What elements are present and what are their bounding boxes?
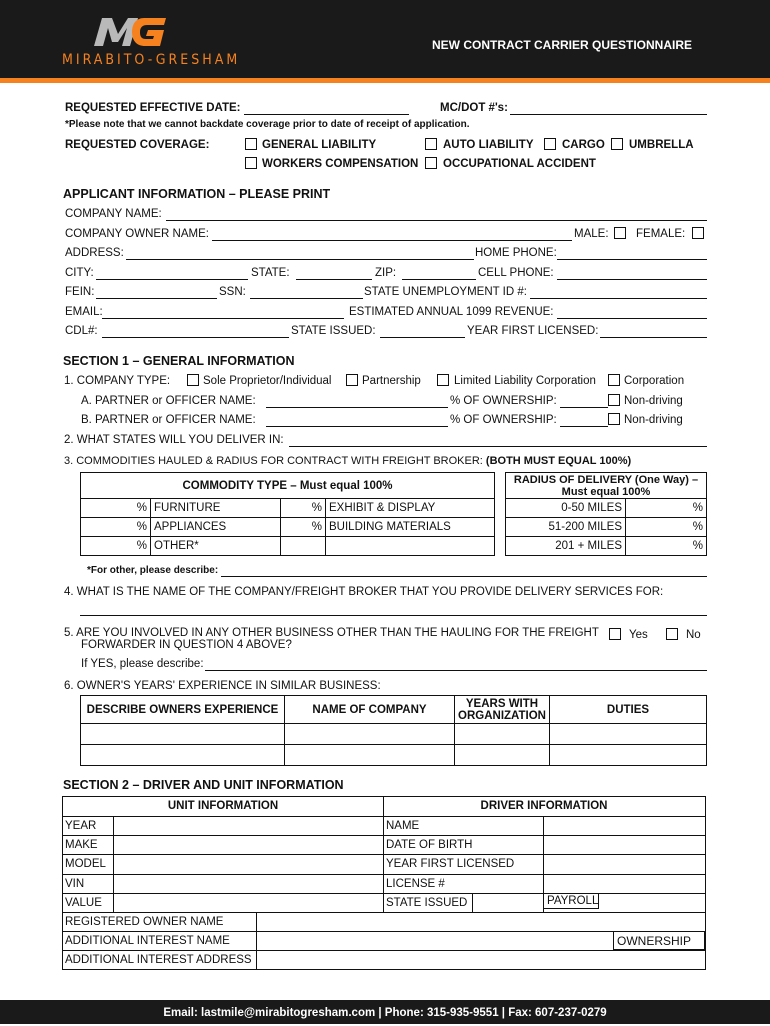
address-label: ADDRESS: [65, 247, 124, 259]
partner-a-ownership-label: % OF OWNERSHIP: [450, 395, 557, 407]
furniture-pct[interactable]: % [81, 499, 151, 518]
partner-b-nondriving-checkbox[interactable] [608, 413, 620, 425]
cdl-label: CDL#: [65, 325, 98, 337]
additional-interest-address-label: ADDITIONAL INTEREST ADDRESS [65, 954, 252, 966]
partner-a-nondriving-label: Non-driving [624, 395, 683, 407]
exp-cell[interactable] [455, 724, 550, 745]
cell-phone-field[interactable] [557, 267, 707, 280]
registered-owner-label: REGISTERED OWNER NAME [65, 916, 224, 928]
contact-footer: Email: lastmile@mirabitogresham.com | Phone: 315-935-9551 | Fax: 607-237-0279 [0, 1000, 770, 1024]
other-describe-field[interactable] [221, 564, 707, 577]
radius-header-line2: Must equal 100% [561, 485, 651, 498]
partnership-checkbox[interactable] [346, 374, 358, 386]
state-issued-field[interactable] [380, 325, 465, 338]
exp-cell[interactable] [81, 745, 285, 766]
partner-b-name-field[interactable] [266, 414, 448, 427]
unit-value-label: VALUE [65, 897, 102, 909]
home-phone-field[interactable] [557, 247, 707, 260]
general-liability-checkbox[interactable] [245, 138, 257, 150]
corporation-label: Corporation [624, 375, 685, 387]
llc-checkbox[interactable] [437, 374, 449, 386]
radius-201-plus: 201 + MILES [506, 537, 626, 556]
partner-b-ownership-field[interactable] [560, 414, 608, 427]
building-pct[interactable]: % [281, 518, 326, 537]
auto-liability-label: AUTO LIABILITY [443, 139, 534, 151]
driver-license-label: LICENSE # [386, 878, 445, 890]
exp-cell[interactable] [550, 724, 707, 745]
mcdot-label: MC/DOT #'s: [440, 102, 508, 114]
unit-info-header: UNIT INFORMATION [167, 800, 279, 812]
coverage-label: REQUESTED COVERAGE: [65, 139, 210, 151]
male-label: MALE: [574, 228, 609, 240]
state-issued-label: STATE ISSUED: [291, 325, 376, 337]
radius-header [506, 473, 707, 499]
partner-b-ownership-label: % OF OWNERSHIP: [450, 414, 557, 426]
other-describe-label: *For other, please describe: [87, 565, 219, 576]
other-pct[interactable]: % [81, 537, 151, 556]
unit-year-label: YEAR [65, 820, 97, 832]
section2-heading: SECTION 2 – DRIVER AND UNIT INFORMATION [63, 778, 344, 792]
commodity-header: COMMODITY TYPE – Must equal 100% [81, 473, 495, 499]
column-divider [472, 893, 473, 912]
row-divider [63, 835, 705, 836]
applicant-heading: APPLICANT INFORMATION – PLEASE PRINT [63, 187, 331, 201]
fein-field[interactable] [96, 286, 217, 299]
mg-logo-mark [92, 14, 168, 48]
brand-wordmark: MIRABITO-GRESHAM [62, 52, 241, 68]
q5-yes-label: Yes [629, 629, 648, 641]
state-unemployment-label: STATE UNEMPLOYMENT ID #: [364, 286, 527, 298]
revenue-field[interactable] [557, 306, 707, 319]
q4-broker-name: 4. WHAT IS THE NAME OF THE COMPANY/FREIGHT BROKER THAT YOU PROVIDE DELIVERY SERVICES FOR: [64, 586, 664, 598]
unit-vin-label: VIN [65, 878, 85, 890]
male-checkbox[interactable] [614, 227, 626, 239]
exp-header-years [455, 696, 550, 724]
cell-phone-label: CELL PHONE: [478, 267, 554, 279]
driver-dob-label: DATE OF BIRTH [386, 839, 473, 851]
exp-cell[interactable] [455, 745, 550, 766]
states-field[interactable] [289, 434, 707, 447]
mcdot-field[interactable] [510, 102, 707, 115]
company-name-label: COMPANY NAME: [65, 208, 162, 220]
cargo-label: CARGO [562, 139, 605, 151]
auto-liability-checkbox[interactable] [425, 138, 437, 150]
partner-b-nondriving-label: Non-driving [624, 414, 683, 426]
column-divider [383, 797, 384, 913]
row-divider [63, 874, 705, 875]
q3-note: (BOTH MUST EQUAL 100%) [485, 455, 632, 467]
q5-no-label: No [686, 629, 701, 641]
fein-label: FEIN: [65, 286, 95, 298]
row-divider [63, 816, 705, 817]
partner-b-label: B. PARTNER or OFFICER NAME: [81, 414, 256, 426]
owner-name-label: COMPANY OWNER NAME: [65, 228, 209, 240]
broker-name-field[interactable] [80, 603, 707, 616]
home-phone-label: HOME PHONE: [475, 247, 557, 259]
backdate-note: *Please note that we cannot backdate coverage prior to date of receipt of application. [65, 119, 470, 130]
exp-cell[interactable] [550, 745, 707, 766]
partner-a-name-field[interactable] [266, 395, 448, 408]
cdl-field[interactable] [102, 325, 289, 338]
sole-proprietor-label: Sole Proprietor/Individual [203, 375, 332, 387]
driver-name-label: NAME [386, 820, 420, 832]
workers-comp-checkbox[interactable] [245, 157, 257, 169]
empty-cell [326, 537, 495, 556]
empty-cell [281, 537, 326, 556]
row-divider [63, 931, 705, 932]
owner-name-field[interactable] [212, 228, 572, 241]
row-divider [63, 893, 705, 894]
exhibit-pct[interactable]: % [281, 499, 326, 518]
driver-state-issued-label: STATE ISSUED [386, 897, 468, 909]
partner-a-ownership-field[interactable] [560, 395, 608, 408]
address-field[interactable] [126, 247, 474, 260]
if-yes-label: If YES, please describe: [81, 658, 204, 670]
year-licensed-label: YEAR FIRST LICENSED: [467, 325, 599, 337]
exp-cell[interactable] [81, 724, 285, 745]
commodity-other: OTHER* [151, 537, 281, 556]
commodity-appliances: APPLIANCES [151, 518, 281, 537]
occupational-checkbox[interactable] [425, 157, 437, 169]
q5-line2: FORWARDER IN QUESTION 4 ABOVE? [81, 639, 292, 651]
q6-experience: 6. OWNER'S YEARS' EXPERIENCE IN SIMILAR BUSINESS: [64, 680, 381, 692]
column-divider [256, 912, 257, 969]
radius-201-plus-pct[interactable]: % [626, 537, 707, 556]
form-title: NEW CONTRACT CARRIER QUESTIONNAIRE [432, 38, 692, 52]
radius-51-200: 51-200 MILES [506, 518, 626, 537]
city-field[interactable] [96, 267, 248, 280]
driver-info-header: DRIVER INFORMATION [480, 800, 608, 812]
radius-0-50-pct[interactable]: % [626, 499, 707, 518]
zip-label: ZIP: [375, 267, 397, 279]
q1-company-type: 1. COMPANY TYPE: [64, 375, 171, 387]
female-label: FEMALE: [636, 228, 686, 240]
general-liability-label: GENERAL LIABILITY [262, 139, 377, 151]
state-field[interactable] [296, 267, 372, 280]
row-divider [63, 950, 705, 951]
driver-year-licensed-label: YEAR FIRST LICENSED [386, 858, 515, 870]
workers-comp-label: WORKERS COMPENSATION [262, 158, 419, 170]
driver-unit-table [62, 796, 706, 970]
if-yes-field[interactable] [205, 658, 707, 671]
state-label: STATE: [251, 267, 290, 279]
ssn-field[interactable] [250, 286, 363, 299]
cargo-checkbox[interactable] [544, 138, 556, 150]
ssn-label: SSN: [219, 286, 246, 298]
radius-header-line1: RADIUS OF DELIVERY (One Way) – [513, 473, 699, 486]
exp-header-duties: DUTIES [550, 696, 707, 724]
q5-line1: 5. ARE YOU INVOLVED IN ANY OTHER BUSINESS OTHER THAN THE HAULING FOR THE FREIGHT [64, 627, 599, 639]
state-unemployment-field[interactable] [530, 286, 707, 299]
email-field[interactable] [102, 306, 344, 319]
ownership-label: OWNERSHIP [617, 934, 692, 948]
effective-date-field[interactable] [244, 102, 409, 115]
llc-label: Limited Liability Corporation [454, 375, 596, 387]
umbrella-checkbox[interactable] [611, 138, 623, 150]
revenue-label: ESTIMATED ANNUAL 1099 REVENUE: [349, 306, 554, 318]
row-divider [63, 854, 705, 855]
payroll-label: PAYROLL [547, 895, 599, 907]
partner-a-label: A. PARTNER or OFFICER NAME: [81, 395, 256, 407]
commodity-furniture: FURNITURE [151, 499, 281, 518]
commodity-table [80, 472, 495, 556]
umbrella-label: UMBRELLA [629, 139, 694, 151]
unit-model-label: MODEL [65, 858, 106, 870]
effective-date-label: REQUESTED EFFECTIVE DATE: [65, 102, 241, 114]
partnership-label: Partnership [362, 375, 421, 387]
section1-heading: SECTION 1 – GENERAL INFORMATION [63, 354, 295, 368]
exp-header-company: NAME OF COMPANY [285, 696, 455, 724]
row-divider [63, 912, 705, 913]
header-accent-band [0, 78, 770, 83]
q5-no-checkbox[interactable] [666, 628, 678, 640]
radius-51-200-pct[interactable]: % [626, 518, 707, 537]
city-label: CITY: [65, 267, 94, 279]
sole-proprietor-checkbox[interactable] [187, 374, 199, 386]
q3-text: 3. COMMODITIES HAULED & RADIUS FOR CONTRACT WITH FREIGHT BROKER: [64, 455, 486, 467]
corporation-checkbox[interactable] [608, 374, 620, 386]
additional-interest-name-label: ADDITIONAL INTEREST NAME [65, 935, 230, 947]
partner-a-nondriving-checkbox[interactable] [608, 394, 620, 406]
exp-header-describe: DESCRIBE OWNERS EXPERIENCE [81, 696, 285, 724]
q2-states: 2. WHAT STATES WILL YOU DELIVER IN: [64, 434, 284, 446]
commodity-building: BUILDING MATERIALS [326, 518, 495, 537]
q5-yes-checkbox[interactable] [609, 628, 621, 640]
female-checkbox[interactable] [692, 227, 704, 239]
commodity-exhibit: EXHIBIT & DISPLAY [326, 499, 495, 518]
exp-cell[interactable] [285, 724, 455, 745]
radius-table [505, 472, 707, 556]
email-label: EMAIL: [65, 306, 103, 318]
exp-header-years-2: ORGANIZATION [458, 709, 546, 722]
company-name-field[interactable] [166, 208, 707, 221]
experience-table [80, 695, 707, 766]
year-licensed-field[interactable] [600, 325, 707, 338]
exp-header-years-1: YEARS WITH [465, 697, 539, 710]
appliances-pct[interactable]: % [81, 518, 151, 537]
radius-0-50: 0-50 MILES [506, 499, 626, 518]
column-divider [113, 816, 114, 913]
zip-field[interactable] [402, 267, 476, 280]
q3-commodities [64, 455, 631, 468]
unit-make-label: MAKE [65, 839, 98, 851]
occupational-label: OCCUPATIONAL ACCIDENT [443, 158, 596, 170]
exp-cell[interactable] [285, 745, 455, 766]
